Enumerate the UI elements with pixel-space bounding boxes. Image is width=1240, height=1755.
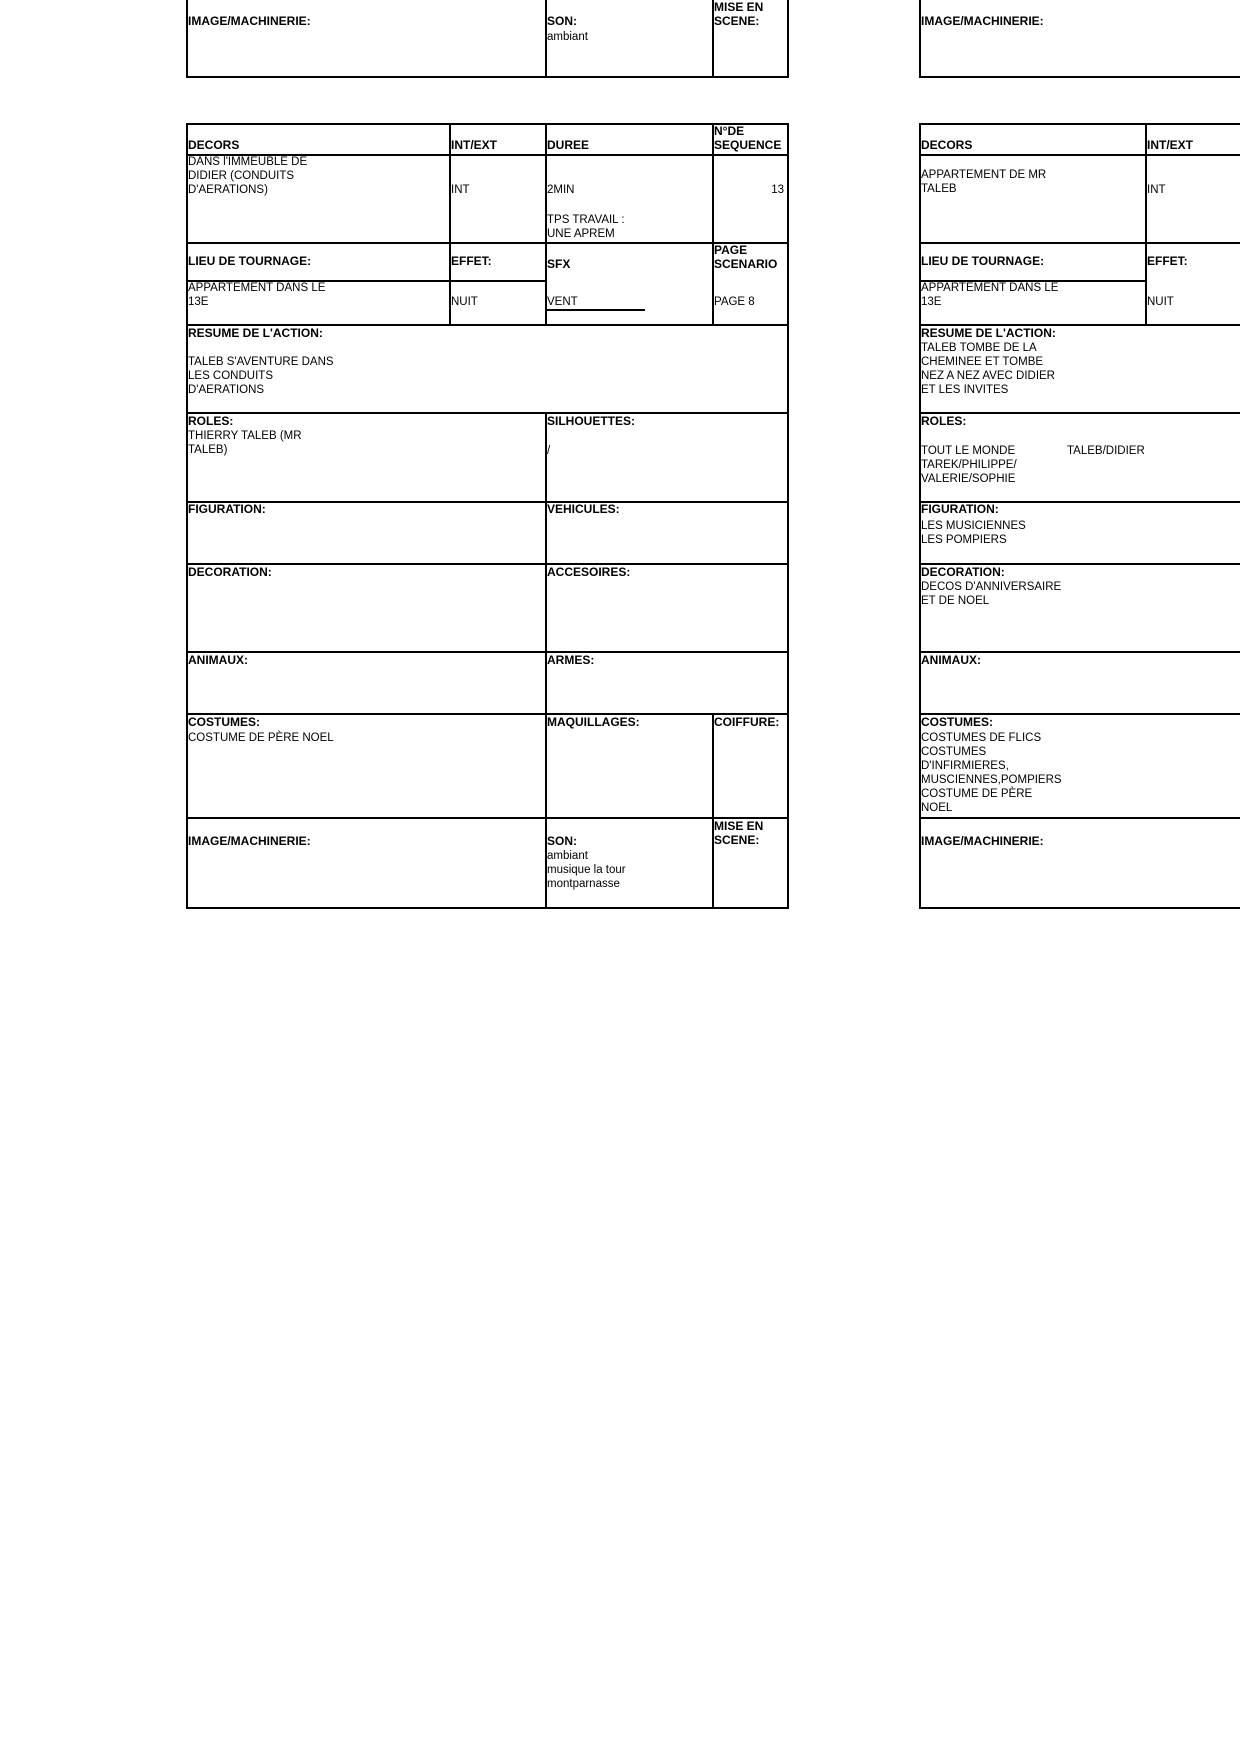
right-resume-value: TALEB TOMBE DE LA CHEMINEE ET TOMBE NEZ A NEZ AVEC DIDIER ET LES INVITES (921, 342, 1055, 396)
right-effet-label: EFFET: (1147, 254, 1188, 268)
right-figuration-value: LES MUSICIENNES LES POMPIERS (921, 520, 1026, 546)
right-costumes-value: COSTUMES DE FLICS COSTUMES D'INFIRMIERES, MUSCIENNES,POMPIERS COSTUME DE PÈRE NOEL (921, 732, 1062, 814)
right-resume-label: RESUME DE L'ACTION: (921, 326, 1056, 340)
left-vehicules-label: VEHICULES: (547, 502, 620, 516)
left-page-value: PAGE 8 (714, 296, 755, 308)
right-lieu-label: LIEU DE TOURNAGE: (921, 254, 1045, 268)
right-intext-value: INT (1147, 184, 1166, 196)
left-top-mise-en-scene-label: MISE EN SCENE: (714, 0, 764, 28)
left-sequence-value: 13 (771, 184, 784, 196)
left-image-machinerie-label: IMAGE/MACHINERIE: (188, 834, 311, 848)
left-effet-label: EFFET: (451, 254, 492, 268)
left-duree-value: 2MIN (547, 184, 575, 196)
right-decors-label: DECORS (921, 138, 973, 152)
left-maquillages-label: MAQUILLAGES: (547, 715, 640, 729)
left-top-son-label: SON: (547, 14, 577, 28)
left-sfx-label: SFX (547, 257, 571, 271)
left-decors-value: DANS l'IMMEUBLE DE DIDIER (CONDUITS D'AERATIONS) (188, 156, 308, 196)
left-top-image-machinerie-label: IMAGE/MACHINERIE: (188, 14, 311, 28)
right-roles-value-2: TALEB/DIDIER (1067, 445, 1145, 457)
left-page-scenario-label: PAGE SCENARIO (714, 243, 778, 271)
left-lieu-value: APPARTEMENT DANS LE 13E (188, 282, 326, 308)
right-decoration-label: DECORATION: (921, 565, 1005, 579)
left-accessoires-label: ACCESOIRES: (547, 565, 631, 579)
left-top-son-value: ambiant (547, 31, 588, 43)
left-decors-label: DECORS (188, 138, 240, 152)
left-lieu-label: LIEU DE TOURNAGE: (188, 254, 312, 268)
right-figuration-label: FIGURATION: (921, 502, 999, 516)
left-sfx-value: VENT (547, 296, 578, 308)
left-animaux-label: ANIMAUX: (188, 653, 248, 667)
left-roles-value: THIERRY TALEB (MR TALEB) (188, 430, 302, 456)
left-costumes-label: COSTUMES: (188, 715, 260, 729)
left-son-label: SON: (547, 834, 577, 848)
left-duree-label: DUREE (547, 138, 590, 152)
right-decors-value: APPARTEMENT DE MR TALEB (921, 169, 1047, 195)
right-lieu-value: APPARTEMENT DANS LE 13E (921, 282, 1059, 308)
left-son-value: ambiant musique la tour montparnasse (547, 850, 626, 890)
left-resume-value: TALEB S'AVENTURE DANS LES CONDUITS D'AERATIONS (188, 356, 334, 396)
left-mise-en-scene-label: MISE EN SCENE: (714, 819, 764, 847)
right-image-machinerie-label: IMAGE/MACHINERIE: (921, 834, 1044, 848)
left-figuration-label: FIGURATION: (188, 502, 266, 516)
left-intext-value: INT (451, 184, 470, 196)
right-costumes-label: COSTUMES: (921, 715, 993, 729)
left-sfx-underline (547, 309, 645, 311)
left-costumes-value: COSTUME DE PÈRE NOEL (188, 732, 334, 744)
left-silhouettes-label: SILHOUETTES: (547, 414, 636, 428)
left-roles-label: ROLES: (188, 414, 234, 428)
right-top-image-machinerie-label: IMAGE/MACHINERIE: (921, 14, 1044, 28)
left-coiffure-label: COIFFURE: (714, 715, 780, 729)
right-roles-value: TOUT LE MONDE TAREK/PHILIPPE/ VALERIE/SOPHIE (921, 445, 1017, 485)
right-roles-label: ROLES: (921, 414, 967, 428)
left-sequence-label: N°DE SEQUENCE (714, 124, 782, 152)
left-resume-label: RESUME DE L'ACTION: (188, 326, 323, 340)
left-tps-travail: TPS TRAVAIL : UNE APREM (547, 214, 625, 240)
left-silhouettes-value: / (547, 445, 551, 457)
right-effet-value: NUIT (1147, 296, 1174, 308)
right-decoration-value: DECOS D'ANNIVERSAIRE ET DE NOEL (921, 581, 1062, 607)
left-decoration-label: DECORATION: (188, 565, 272, 579)
right-intext-label: INT/EXT (1147, 138, 1194, 152)
right-animaux-label: ANIMAUX: (921, 653, 981, 667)
left-intext-label: INT/EXT (451, 138, 498, 152)
left-armes-label: ARMES: (547, 653, 595, 667)
left-effet-value: NUIT (451, 296, 478, 308)
